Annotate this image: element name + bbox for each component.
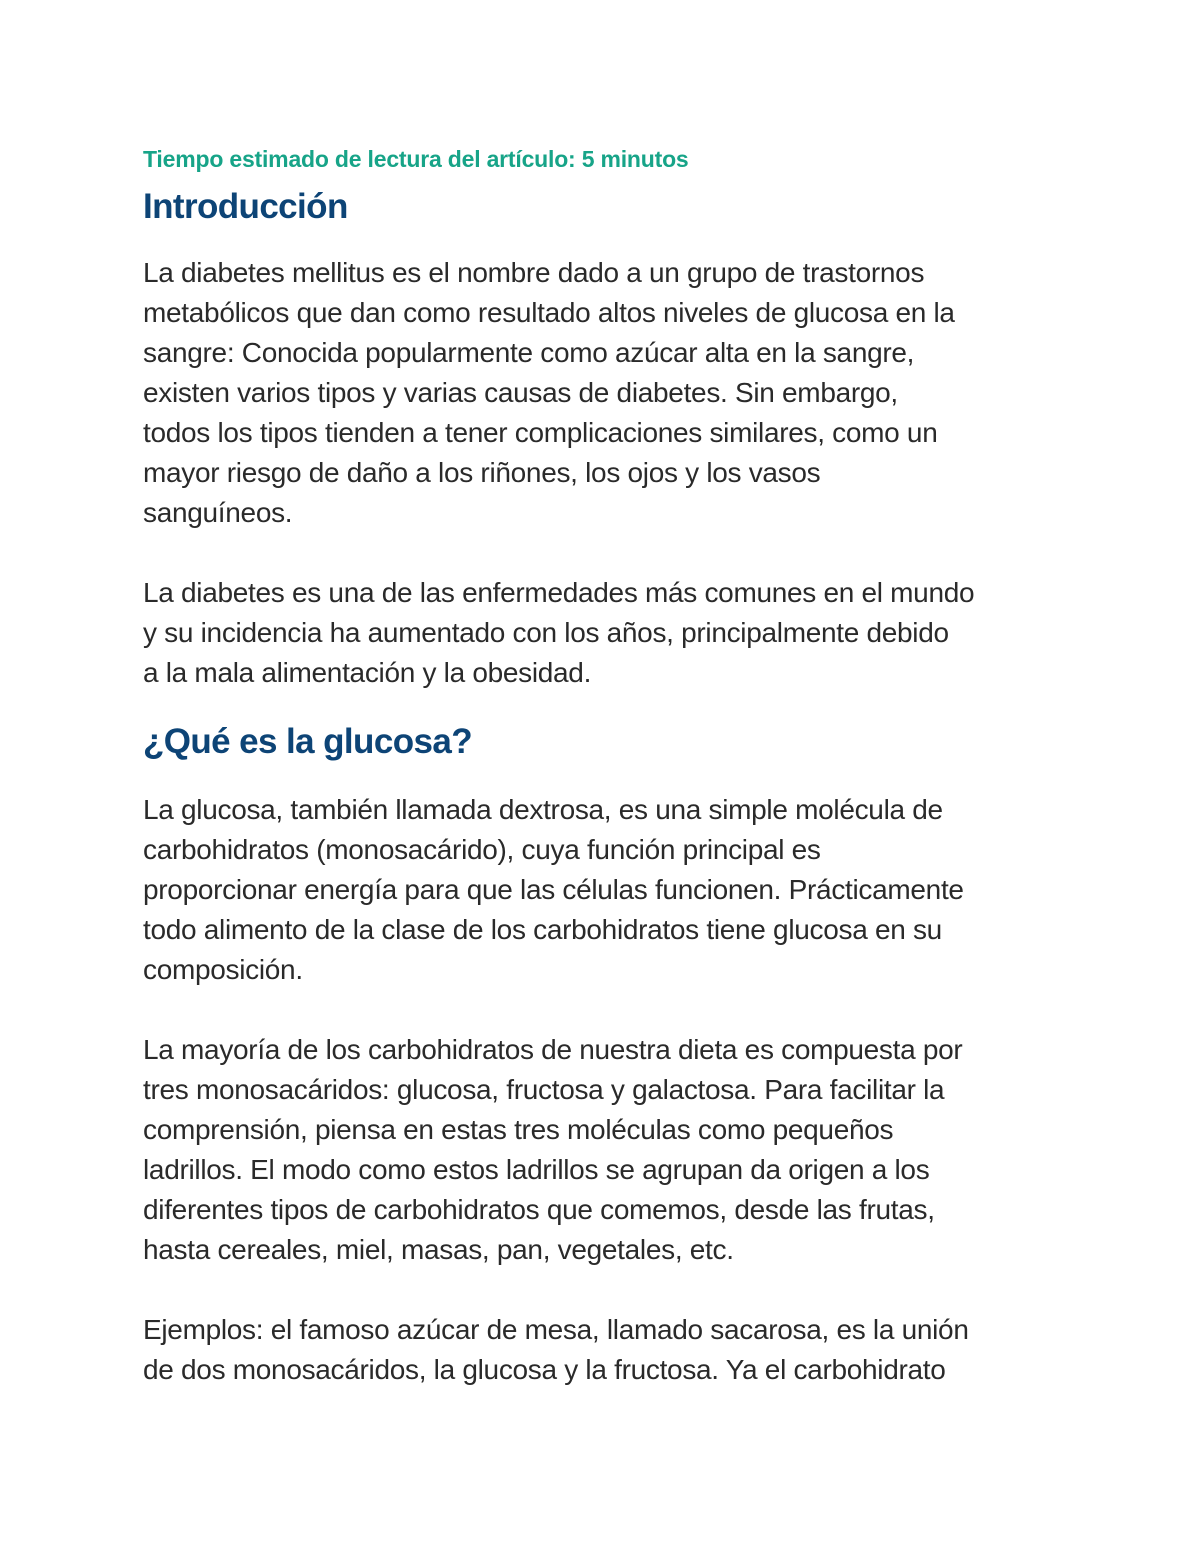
text-line: La mayoría de los carbohidratos de nuestra dieta es compuesta por — [143, 1034, 963, 1065]
paragraph-glucose-1 — [143, 790, 1073, 990]
reading-time-label: Tiempo estimado de lectura del artículo: 5 minutos — [143, 146, 689, 172]
text-line: metabólicos que dan como resultado altos niveles de glucosa en la — [143, 297, 955, 328]
text-line: La diabetes es una de las enfermedades más comunes en el mundo — [143, 577, 975, 608]
article-body — [143, 140, 1073, 1390]
text-line: diferentes tipos de carbohidratos que comemos, desde las frutas, — [143, 1194, 935, 1225]
text-line: y su incidencia ha aumentado con los años, principalmente debido — [143, 617, 949, 648]
section-heading-introduction: Introducción — [143, 187, 348, 226]
text-line: tres monosacáridos: glucosa, fructosa y galactosa. Para facilitar la — [143, 1074, 945, 1105]
text-line: La diabetes mellitus es el nombre dado a un grupo de trastornos — [143, 257, 925, 288]
paragraph-introduction-2 — [143, 573, 1073, 693]
text-line: todos los tipos tienden a tener complicaciones similares, como un — [143, 417, 938, 448]
text-line: todo alimento de la clase de los carbohidratos tiene glucosa en su — [143, 914, 942, 945]
paragraph-glucose-3 — [143, 1310, 1073, 1390]
text-line: a la mala alimentación y la obesidad. — [143, 657, 592, 688]
text-line: carbohidratos (monosacárido), cuya función principal es — [143, 834, 821, 865]
paragraph-glucose-2 — [143, 1030, 1073, 1270]
paragraph-introduction-1 — [143, 253, 1073, 533]
text-line: hasta cereales, miel, masas, pan, vegetales, etc. — [143, 1234, 734, 1265]
text-line: ladrillos. El modo como estos ladrillos se agrupan da origen a los — [143, 1154, 930, 1185]
text-line: composición. — [143, 954, 303, 985]
section-heading-glucose: ¿Qué es la glucosa? — [143, 722, 472, 761]
text-line: mayor riesgo de daño a los riñones, los ojos y los vasos — [143, 457, 821, 488]
text-line: de dos monosacáridos, la glucosa y la fructosa. Ya el carbohidrato — [143, 1354, 946, 1385]
text-line: proporcionar energía para que las células funcionen. Prácticamente — [143, 874, 964, 905]
text-line: sanguíneos. — [143, 497, 293, 528]
text-line: La glucosa, también llamada dextrosa, es una simple molécula de — [143, 794, 943, 825]
text-line: existen varios tipos y varias causas de diabetes. Sin embargo, — [143, 377, 898, 408]
text-line: sangre: Conocida popularmente como azúcar alta en la sangre, — [143, 337, 915, 368]
text-line: Ejemplos: el famoso azúcar de mesa, llamado sacarosa, es la unión — [143, 1314, 969, 1345]
text-line: comprensión, piensa en estas tres moléculas como pequeños — [143, 1114, 894, 1145]
